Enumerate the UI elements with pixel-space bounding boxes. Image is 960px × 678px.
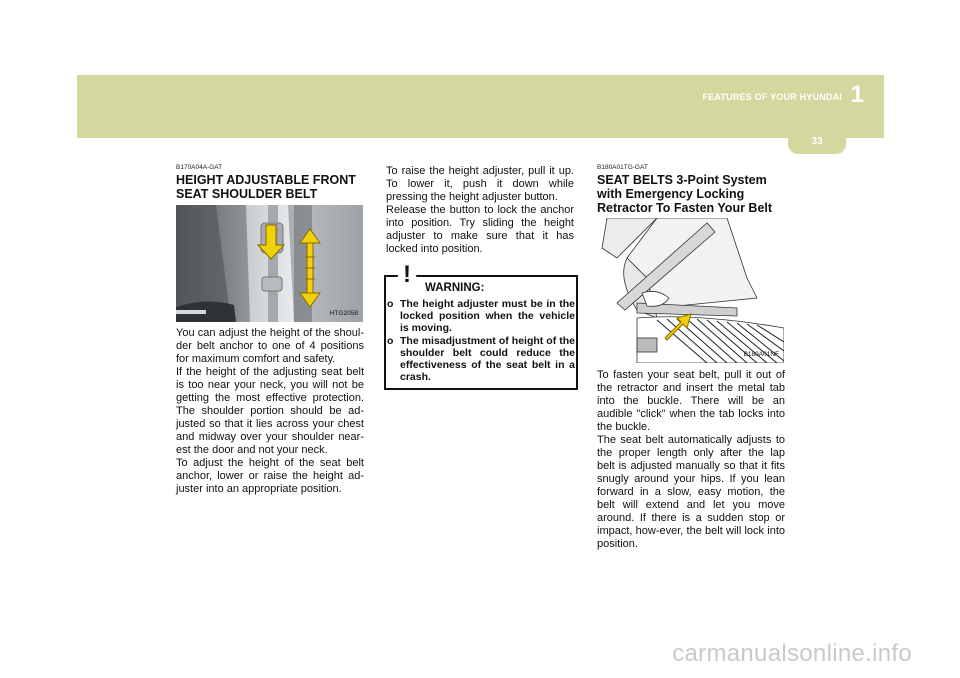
fasten-belt-illustration [597, 218, 784, 363]
warning-text: The height adjuster must be in the locked position when the vehicle is moving. [400, 298, 575, 334]
page-tab [788, 134, 846, 154]
warning-icon [392, 258, 422, 286]
height-adjuster-photo [176, 205, 363, 322]
paragraph: You can adjust the height of the shoul-der belt anchor to one of 4 positions for maximum comfort and safety. [176, 327, 364, 365]
paragraph: To adjust the height of the seat belt anchor, lower or raise the height ad-juster into an appropriate position. [176, 457, 364, 495]
right-column [597, 164, 785, 551]
paragraph: To raise the height adjuster, pull it up. To lower it, push it down while pressing the height adjuster button. [386, 165, 574, 203]
paragraph: The seat belt automatically adjusts to the proper length only after the lap belt is adjusted manually so that it fits snugly around your hips. If you lean forward in a slow, easy motion, the belt will extend and let you move around. If there is a sudden stop or impact, how-ever, the belt will lock into position. [597, 434, 785, 550]
section-code: B170A04A-GAT [176, 164, 223, 171]
image-code: B180A01NF [743, 351, 779, 358]
left-column [176, 164, 364, 496]
image-code: HTG2058 [329, 310, 358, 317]
left-body [176, 327, 364, 496]
paragraph: To fasten your seat belt, pull it out of the retractor and insert the metal tab into the buckle. There will be an audible "click" when the tab locks into the buckle. [597, 369, 785, 433]
right-body [597, 369, 785, 551]
section-heading: HEIGHT ADJUSTABLE FRONT SEAT SHOULDER BELT [176, 173, 356, 201]
pillar-illustration [176, 205, 363, 322]
warning-list [387, 298, 575, 384]
chapter-title: FEATURES OF YOUR HYUNDAI [702, 92, 842, 102]
warning-bullet: o [387, 298, 394, 310]
paragraph: If the height of the adjusting seat belt is too near your neck, you will not be getting the most effective protection. The shoulder portion should be ad-justed so that it lies across your chest and midway over your shoulder near-est the door and not your neck. [176, 366, 364, 456]
warning-text: The misadjustment of height of the shoulder belt could reduce the effectiveness of the seat belt in a crash. [400, 335, 575, 383]
belt-drawing [597, 218, 784, 363]
paragraph: Release the button to lock the anchor into position. Try sliding the height adjuster to make sure that it has locked into position. [386, 204, 574, 255]
watermark[interactable]: carmanualsonline.info [672, 640, 912, 667]
page-number: 33 [811, 136, 823, 147]
chapter-number: 1 [850, 81, 864, 108]
warning-title: WARNING: [425, 282, 485, 294]
warning-icon-glyph: ! [403, 261, 411, 286]
warning-bullet: o [387, 335, 394, 347]
middle-column [386, 165, 574, 256]
header-band [77, 75, 884, 138]
section-heading: SEAT BELTS 3-Point System with Emergency Locking Retractor To Fasten Your Belt [597, 173, 773, 215]
warning-item [387, 298, 575, 334]
warning-item [387, 335, 575, 383]
section-code: B180A01TG-GAT [597, 164, 648, 171]
